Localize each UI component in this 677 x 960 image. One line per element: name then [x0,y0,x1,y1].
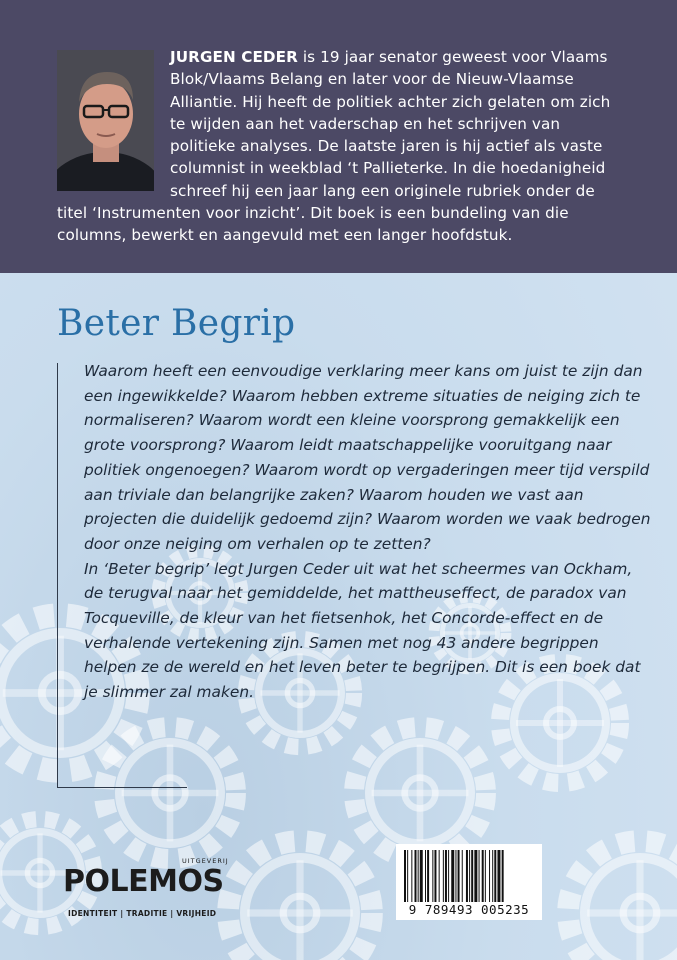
blurb-summary: In ‘Beter begrip’ legt Jurgen Ceder uit wat het scheermes van Ockham, de terugval naar het gemiddelde, het mattheuseffect, de paradox van Tocqueville, de kleur van het fietsenhok, het Concorde-effect en de verhalende vertekening zijn. Samen met nog 43 andere begrippen helpen ze de wereld en het leven beter te begrijpen. Dit is een boek dat je slimmer zal maken. [84,559,641,702]
bracket-line-horizontal [57,787,187,788]
bracket-line-vertical [57,363,58,787]
author-bio-text: is 19 jaar senator geweest voor Vlaams Blok/Vlaams Belang en later voor de Nieuw-Vlaamse Alliantie. Hij heeft de politiek achter zich gelaten om zich te wijden aan het vaderschap en het schrijven van politieke analyses. De laatste jaren is hij actief als vaste columnist in weekblad ‘t Pallieterke. In die hoedanigheid schreef hij een jaar lang een originele rubriek onder de titel ‘Instrumenten voor inzicht’. Dit boek is een bundeling van die columns, bewerkt en aangevuld met een langer hoofdstuk. [57,48,611,245]
isbn-number: 9 789493 005235 [408,902,530,917]
isbn-barcode [396,844,542,920]
publisher-kicker: UITGEVERIJ [182,857,229,865]
blurb [84,359,654,705]
book-title: Beter Begrip [57,303,296,344]
publisher-name: POLEMOS [63,864,224,899]
author-name: JURGEN CEDER [170,48,298,66]
publisher-tagline: IDENTITEIT | TRADITIE | VRIJHEID [68,909,217,918]
barcode-bars [404,850,534,902]
publisher-logo [63,857,243,922]
author-band [0,0,677,273]
blurb-questions: Waarom heeft een eenvoudige verklaring meer kans om juist te zijn dan een ingewikkelde? Waarom hebben extreme situaties de neiging zich te normaliseren? Waarom wordt een kleine voorsprong gemakkelijk een grote voorsprong? Waarom leidt maatschappelijke vooruitgang naar politiek ongenoegen? Waarom wordt op vergaderingen meer tijd verspild aan triviale dan belangrijke zaken? Waarom houden we vast aan projecten die duidelijk gedoemd zijn? Waarom worden we vaak bedrogen door onze neiging om verhalen op te zetten? [84,362,651,553]
author-bio [57,46,627,247]
